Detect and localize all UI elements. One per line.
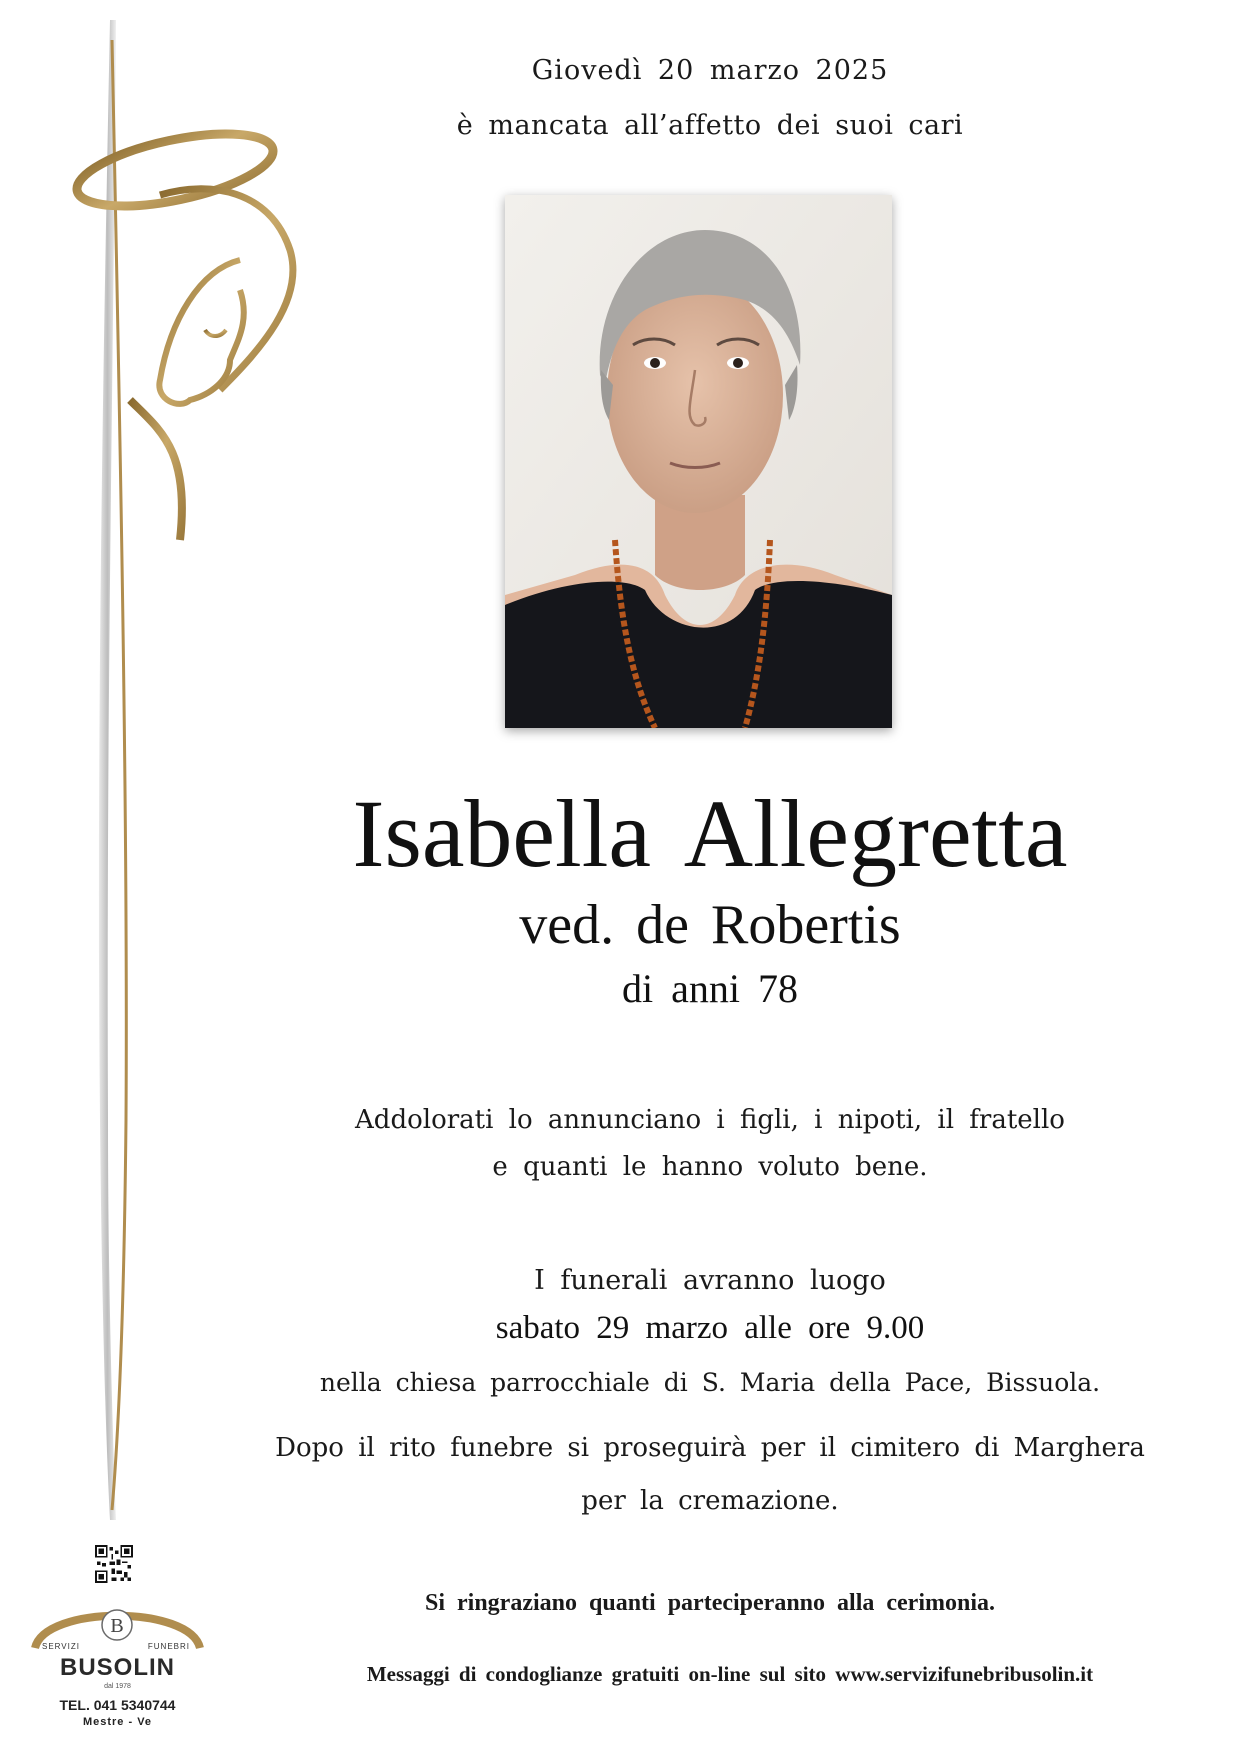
logo-servizi: SERVIZI [42, 1642, 80, 1651]
madonna-decoration [60, 20, 300, 1530]
mourners-line-2: e quanti le hanno voluto bene. [492, 1152, 928, 1182]
funeral-intro: I funerali avranno luogo [534, 1265, 886, 1296]
portrait-photo [505, 195, 892, 728]
logo-city: Mestre - Ve [82, 1716, 153, 1728]
logo-phone: TEL. 041 5340744 [59, 1697, 176, 1713]
widow-of: ved. de Robertis [519, 894, 901, 956]
funeral-location: nella chiesa parrocchiale di S. Maria della Pace, Bissuola. [319, 1368, 1101, 1397]
busolin-logo [30, 1590, 205, 1740]
qr-code-icon[interactable] [95, 1545, 133, 1583]
condolences-website[interactable]: Messaggi di condoglianze gratuiti on-line sul sito www.servizifunebribusolin.it [366, 1662, 1094, 1686]
logo-funebri: FUNEBRI [147, 1642, 190, 1651]
intro-text: è mancata all’affetto dei suoi cari [456, 110, 964, 141]
logo-name: BUSOLIN [60, 1654, 175, 1681]
deceased-name: Isabella Allegretta [352, 780, 1068, 887]
logo-since: dal 1978 [104, 1683, 131, 1690]
age-text: di anni 78 [622, 966, 798, 1011]
thanks-text: Si ringraziano quanti parteciperanno alla cerimonia. [425, 1590, 995, 1616]
burial-line-1: Dopo il rito funebre si proseguirà per il cimitero di Marghera [275, 1433, 1145, 1463]
mourners-line-1: Addolorati lo annunciano i figli, i nipoti, il fratello [355, 1105, 1065, 1135]
burial-line-2: per la cremazione. [581, 1486, 839, 1516]
death-date: Giovedì 20 marzo 2025 [531, 55, 889, 86]
funeral-datetime: sabato 29 marzo alle ore 9.00 [495, 1310, 925, 1346]
logo-monogram: B [110, 1615, 124, 1637]
